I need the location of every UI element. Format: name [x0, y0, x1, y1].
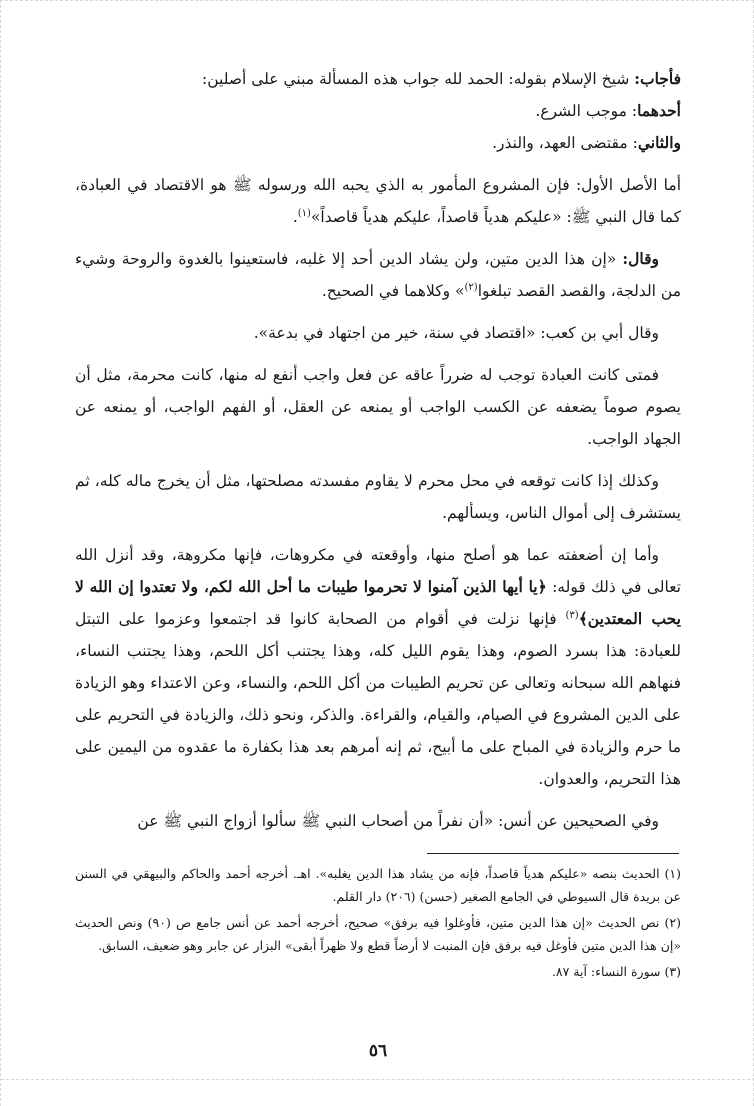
- answer-label: فأجاب:: [634, 69, 681, 88]
- footnote-3: (٣) سورة النساء: آية ٨٧.: [551, 964, 681, 979]
- paragraph-hadith-religion: وقال: «إن هذا الدين متين، ولن يشاد الدين أحد إلا غلبه، فاستعينوا بالغدوة والروحة وشيء من الدلجة، والقصد القصد تبلغوا$^{(٢)}$» وكلاهما في الصحيح.: [75, 249, 681, 300]
- main-text: [75, 63, 681, 837]
- page-number: ٥٦: [368, 1041, 388, 1061]
- paragraph-forbidden-place: وكذلك إذا كانت توقعه في محل محرم لا يقاوم مفسدته مصلحتها، مثل أن يخرج ماله كله، ثم يستشرف إلى أموال الناس، ويسألهم.: [75, 472, 681, 522]
- footnote-ref-1: (١): [297, 207, 311, 219]
- paragraph-first-principle: أحدهما: موجب الشرع.: [535, 101, 681, 120]
- paragraph-second-principle: والثاني: مقتضى العهد، والنذر.: [492, 133, 681, 152]
- footnote-ref-2: (٢): [464, 281, 478, 293]
- footnote-1: (١) الحديث بنصه «عليكم هدياً قاصداً، فإنه من يشاد هذا الدين يغلبه». اهـ. أخرجه أحمد والحاكم والبيهقي في السنن عن بريدة قال السيوطي في الجامع الصغير (حسن) (٢٠٦) دار القلم.: [75, 866, 681, 904]
- said-label: وقال:: [622, 249, 659, 268]
- footnote-ref-3: (٣): [565, 609, 579, 621]
- second-label: والثاني: [637, 133, 681, 152]
- paragraph-anas: وفي الصحيحين عن أنس: «أن نفراً من أصحاب النبي ﷺ سألوا أزواج النبي ﷺ عن: [137, 812, 659, 830]
- page-bottom-border: [1, 1079, 754, 1080]
- paragraph-first-origin: أما الأصل الأول: فإن المشروع المأمور به الذي يحبه الله ورسوله ﷺ هو الاقتصاد في العبادة، كما قال النبي ﷺ: «عليكم هدياً قاصداً، عليكم هدياً قاصداً»$^{(١)}$.: [75, 176, 681, 226]
- paragraph-disliked: وأما إن أضعفته عما هو أصلح منها، وأوقعته في مكروهات، فإنها مكروهة، وقد أنزل الله تعالى في ذلك قوله: ﴿يا أيها الذين آمنوا لا تحرموا طيبات ما أحل الله لكم، ولا تعتدوا إن الله لا يحب المعتدين﴾$^{(٣)}$ فإنها نزلت في أقوام من الصحابة كانوا قد اجتمعوا وعزموا على التبتل للعبادة: هذا بسرد الصوم، وهذا يقوم الليل كله، وهذا يجتنب أكل اللحم، وهذا يجتنب النساء، فنهاهم الله سبحانه وتعالى عن تحريم الطيبات من أكل اللحم، والنساء، وعن الاعتداء وهو الزيادة على الدين المشروع في الصيام، والقيام، والقراءة. والذكر، ونحو ذلك، والزيادة في التحريم على ما حرم والزيادة في المباح على ما أبيح، ثم إنه أمرهم بعد هذا بكفارة ما عقدوه من اليمين على هذا التحريم، والعدوان.: [75, 546, 681, 788]
- paragraph-ubayy: وقال أبي بن كعب: «اقتصاد في سنة، خير من اجتهاد في بدعة».: [253, 324, 659, 342]
- paragraph-worship-harm: فمتى كانت العبادة توجب له ضرراً عاقه عن فعل واجب أنفع له منها، كانت محرمة، مثل أن يصوم صوماً يضعفه عن الكسب الواجب أو يمنعه عن العقل، أو الفهم الواجب، أو يمنعه عن الجهاد الواجب.: [75, 366, 681, 448]
- footnote-separator: [427, 853, 679, 854]
- footnote-2: (٢) نص الحديث «إن هذا الدين متين، فأوغلوا فيه برفق» صحيح، أخرجه أحمد عن أنس جامع ص (٩٠) ونص الحديث «إن هذا الدين متين فأوغل فيه برفق فإن المنبت لا أرضاً قطع ولا ظهراً أبقى» البزار عن جابر وهو ضعيف، السابق.: [75, 915, 681, 953]
- footnotes: [75, 862, 681, 986]
- quran-verse: ﴿يا أيها الذين آمنوا لا تحرموا طيبات ما أحل الله لكم، ولا تعتدوا إن الله لا يحب المعتدين﴾: [75, 577, 681, 628]
- paragraph-answer: فأجاب: شيخ الإسلام بقوله: الحمد لله جواب هذه المسألة مبني على أصلين:: [202, 69, 681, 88]
- first-label: أحدهما: [637, 101, 681, 120]
